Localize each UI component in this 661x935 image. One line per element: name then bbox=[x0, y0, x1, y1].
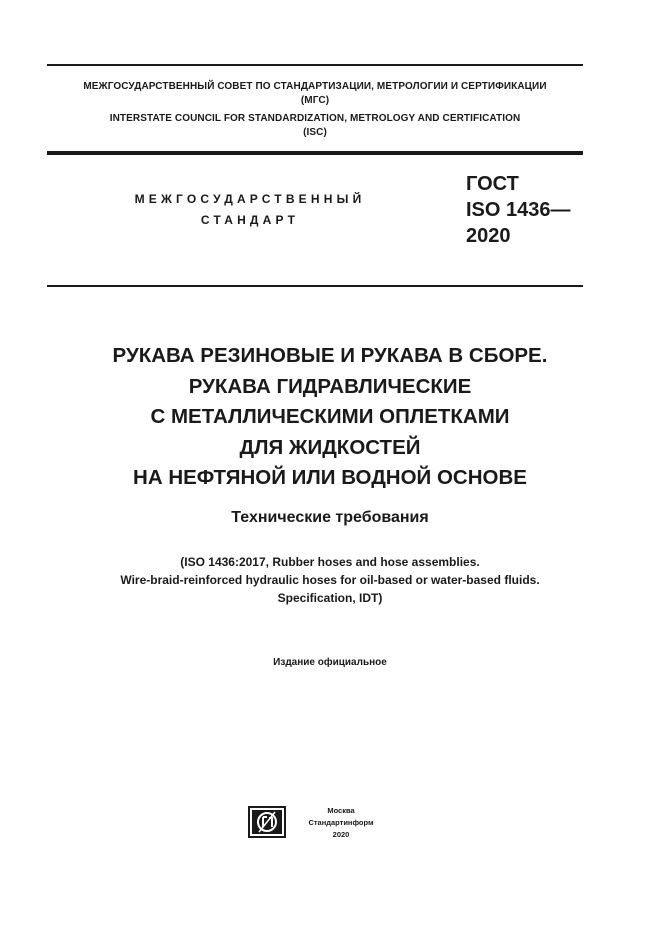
publisher-block bbox=[291, 805, 391, 841]
gost-designation bbox=[466, 171, 571, 249]
standard-label-line2: СТАНДАРТ bbox=[200, 213, 300, 227]
council-en-name: INTERSTATE COUNCIL FOR STANDARDIZATION, METROLOGY AND CERTIFICATION bbox=[109, 113, 521, 124]
top-rule bbox=[47, 64, 583, 66]
title-line: ДЛЯ ЖИДКОСТЕЙ bbox=[239, 435, 421, 459]
iso-reference-line: Specification, IDT) bbox=[277, 591, 383, 605]
iso-reference-line: (ISO 1436:2017, Rubber hoses and hose assemblies. bbox=[180, 555, 480, 569]
council-en-abbr: (ISC) bbox=[303, 127, 327, 138]
title-line: НА НЕФТЯНОЙ ИЛИ ВОДНОЙ ОСНОВЕ bbox=[133, 466, 527, 489]
designation-line1: ГОСТ bbox=[466, 173, 519, 195]
standard-label bbox=[115, 189, 385, 231]
designation-line2: ISO 1436— bbox=[466, 199, 571, 221]
council-ru-abbr: (МГС) bbox=[300, 95, 330, 106]
title-line: С МЕТАЛЛИЧЕСКИМИ ОПЛЕТКАМИ bbox=[150, 405, 510, 428]
title-line: РУКАВА РЕЗИНОВЫЕ И РУКАВА В СБОРЕ. bbox=[112, 344, 548, 367]
iso-reference-line: Wire-braid-reinforced hydraulic hoses for oil-based or water-based fluids. bbox=[120, 573, 540, 587]
council-ru-name: МЕЖГОСУДАРСТВЕННЫЙ СОВЕТ ПО СТАНДАРТИЗАЦИИ, МЕТРОЛОГИИ И СЕРТИФИКАЦИИ bbox=[83, 81, 547, 92]
title-line: РУКАВА ГИДРАВЛИЧЕСКИЕ bbox=[188, 374, 472, 398]
header-bottom-rule bbox=[47, 285, 583, 287]
document-title bbox=[47, 341, 613, 494]
publisher-city: Москва bbox=[327, 806, 355, 815]
iso-reference bbox=[47, 553, 613, 607]
edition-label: Издание официальное bbox=[273, 657, 387, 668]
publisher-year: 2020 bbox=[332, 830, 350, 839]
council-block bbox=[47, 80, 583, 140]
standard-label-line1: МЕЖГОСУДАРСТВЕННЫЙ bbox=[134, 192, 366, 206]
publisher-name: Стандартинформ bbox=[308, 818, 374, 827]
document-subtitle: Технические требования bbox=[231, 509, 429, 526]
standartinform-logo-icon bbox=[248, 806, 286, 838]
council-divider-rule bbox=[47, 151, 583, 155]
designation-line3: 2020 bbox=[466, 225, 511, 247]
